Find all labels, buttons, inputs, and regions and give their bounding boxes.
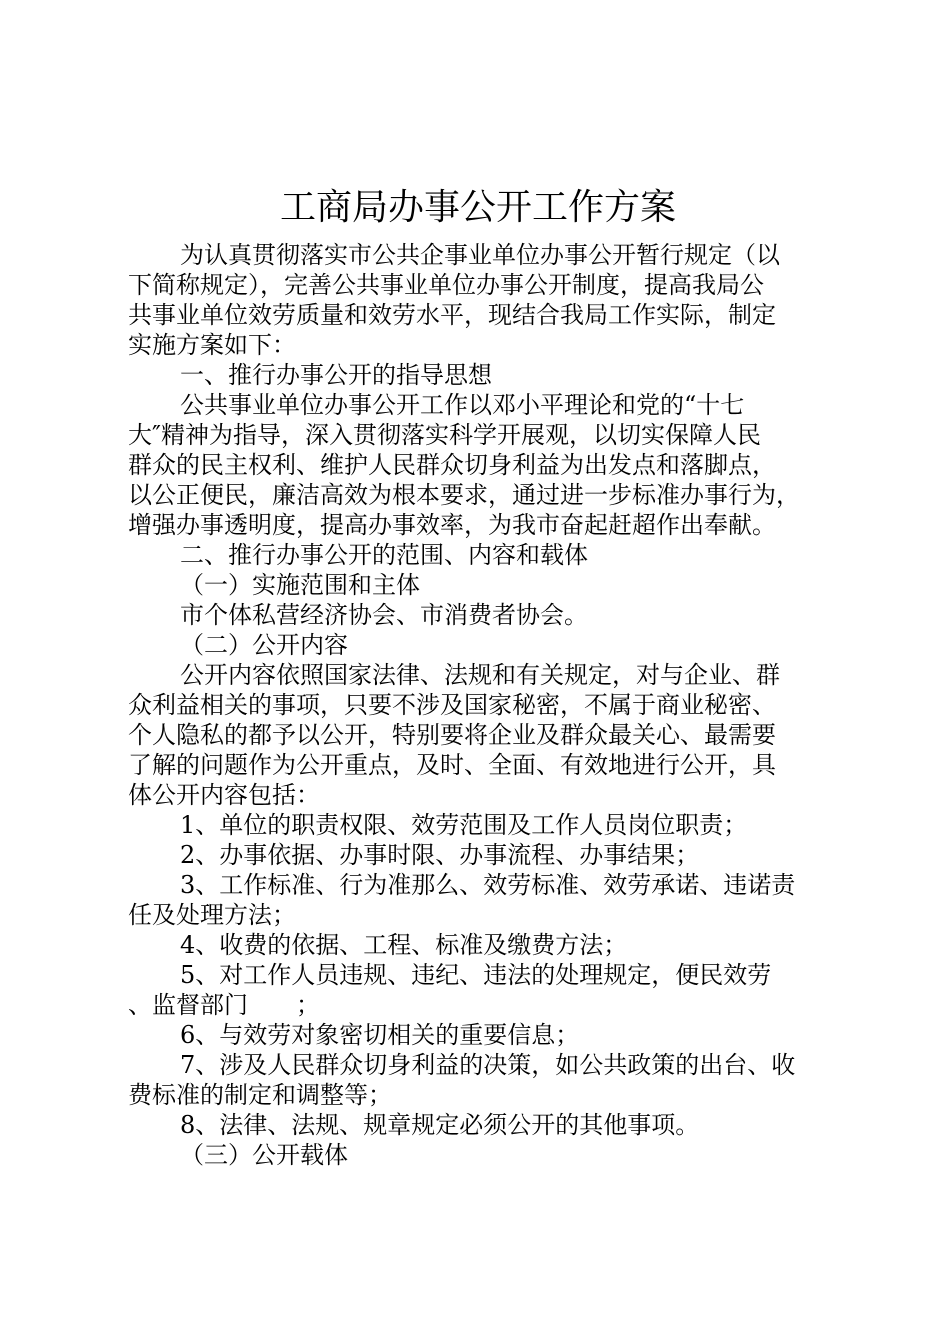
body-line: 7、涉及人民群众切身利益的决策，如公共政策的出台、收 — [180, 1051, 796, 1079]
body-line: 群众的民主权利、维护人民群众切身利益为出发点和落脚点， — [128, 451, 776, 479]
document-page — [128, 180, 828, 1170]
body-line: 众利益相关的事项，只要不涉及国家秘密，不属于商业秘密、 — [128, 691, 776, 719]
body-line: 5、对工作人员违规、违纪、违法的处理规定，便民效劳 — [180, 961, 772, 989]
body-line: 、监督部门 ； — [128, 991, 320, 1019]
body-line: 3、工作标准、行为准那么、效劳标准、效劳承诺、违诺责 — [180, 871, 796, 899]
body-line: 1、单位的职责权限、效劳范围及工作人员岗位职责； — [180, 811, 748, 839]
document-title: 工商局办事公开工作方案 — [279, 187, 676, 228]
body-line: 以公正便民，廉洁高效为根本要求，通过进一步标准办事行为， — [128, 481, 800, 509]
body-line: 4、收费的依据、工程、标准及缴费方法； — [180, 931, 628, 959]
body-line: 费标准的制定和调整等； — [128, 1081, 392, 1109]
body-line: （一）实施范围和主体 — [180, 571, 420, 599]
body-line: 二、推行办事公开的范围、内容和载体 — [180, 541, 588, 569]
body-line: 任及处理方法； — [128, 901, 296, 929]
body-line: 共事业单位效劳质量和效劳水平，现结合我局工作实际，制定 — [128, 301, 776, 329]
body-line: 下简称规定），完善公共事业单位办事公开制度，提高我局公 — [128, 271, 764, 299]
body-line: 8、法律、法规、规章规定必须公开的其他事项。 — [180, 1111, 700, 1139]
body-line: 一、推行办事公开的指导思想 — [180, 361, 492, 389]
body-line: 为认真贯彻落实市公共企事业单位办事公开暂行规定（以 — [180, 241, 780, 269]
body-line: 市个体私营经济协会、市消费者协会。 — [180, 601, 588, 629]
body-line: 2、办事依据、办事时限、办事流程、办事结果； — [180, 841, 700, 869]
body-line: 个人隐私的都予以公开，特别要将企业及群众最关心、最需要 — [128, 721, 776, 749]
body-line: 实施方案如下： — [128, 331, 296, 359]
body-line: 6、与效劳对象密切相关的重要信息； — [180, 1021, 580, 1049]
body-line: 公开内容依照国家法律、法规和有关规定，对与企业、群 — [180, 661, 780, 689]
body-line: 增强办事透明度，提高办事效率，为我市奋起赶超作出奉献。 — [128, 511, 776, 539]
body-line: 了解的问题作为公开重点，及时、全面、有效地进行公开，具 — [128, 751, 776, 779]
document-body — [128, 240, 828, 1170]
body-line: 体公开内容包括： — [128, 781, 320, 809]
body-line: 公共事业单位办事公开工作以邓小平理论和党的“十七 — [180, 391, 745, 419]
body-line: （二）公开内容 — [180, 631, 348, 659]
body-line: 大″精神为指导，深入贯彻落实科学开展观，以切实保障人民 — [128, 421, 761, 449]
body-line: （三）公开载体 — [180, 1141, 348, 1169]
